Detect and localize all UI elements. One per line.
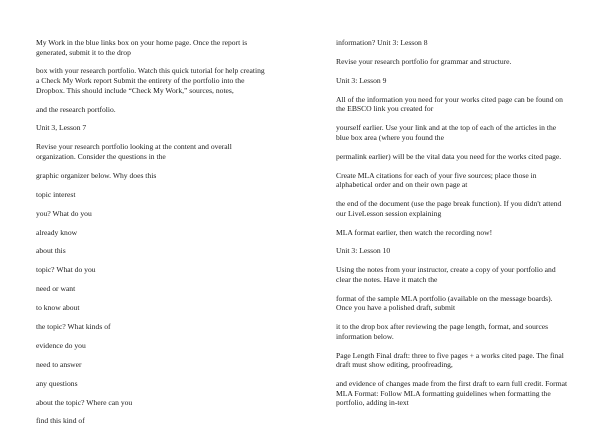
paragraph: topic? What do you [36,265,96,275]
paragraph: and the research portfolio. [36,104,116,114]
paragraph: MLA format earlier, then watch the recording now! [336,227,493,237]
paragraph: need to answer [36,359,82,369]
paragraph: any questions [36,378,78,388]
section-heading: Unit 3: Lesson 9 [336,75,387,85]
paragraph: the topic? What kinds of [36,321,111,331]
paragraph: you? What do you [36,208,92,218]
left-column [36,38,268,435]
paragraph: about this [36,246,66,256]
section-heading: Unit 3, Lesson 7 [36,123,87,133]
paragraph: permalink earlier) will be the vital data you need for the works cited page. [336,151,562,161]
paragraph: Create MLA citations for each of your five sources; place those in alphabetical order and on their own page at [336,170,537,190]
paragraph: and evidence of changes made from the first draft to earn full credit. Format MLA Format: Follow MLA formatting guidelines when formatting the portfolio, adding in-text [336,379,568,408]
section-heading: Unit 3: Lesson 10 [336,246,391,256]
paragraph: it to the drop box after reviewing the page length, format, and sources information below. [336,322,549,341]
paragraph: Page Length Final draft: three to five pages + a works cited page. The final draft must show editing, proofreading, [336,350,564,370]
paragraph: All of the information you need for your works cited page can be found on the EBSCO link you created for [336,94,563,114]
paragraph: to know about [36,303,80,313]
paragraph: information? Unit 3: Lesson 8 [336,38,428,47]
paragraph: graphic organizer below. Why does this [36,170,157,180]
paragraph: find this kind of [36,416,85,426]
paragraph: need or want [36,284,76,294]
paragraph: Using the notes from your instructor, create a copy of your portfolio and clear the notes. Have it match the [336,265,556,284]
paragraph: yourself earlier. Use your link and at the top of each of the articles in the blue box area (where you found the [336,123,557,142]
paragraph: topic interest [36,189,76,199]
paragraph: Revise your research portfolio for grammar and structure. [336,56,512,66]
paragraph: Revise your research portfolio looking at the content and overall organization. Consider the questions in the [36,142,232,161]
paragraph: the end of the document (use the page break function). If you didn't attend our LiveLesson session explaining [336,199,562,218]
paragraph: evidence do you [36,340,86,350]
paragraph: box with your research portfolio. Watch this quick tutorial for help creating a Check My Work report Submit the entirety of the portfolio into the Dropbox. This should include “Check My Work,” sources, notes, [36,66,265,95]
paragraph: My Work in the blue links box on your home page. Once the report is generated, submit it to the drop [36,38,248,57]
paragraph: format of the sample MLA portfolio (available on the message boards). Once you have a polished draft, submit [336,293,553,313]
paragraph: about the topic? Where can you [36,397,133,407]
paragraph: already know [36,227,78,237]
right-column [336,38,568,417]
